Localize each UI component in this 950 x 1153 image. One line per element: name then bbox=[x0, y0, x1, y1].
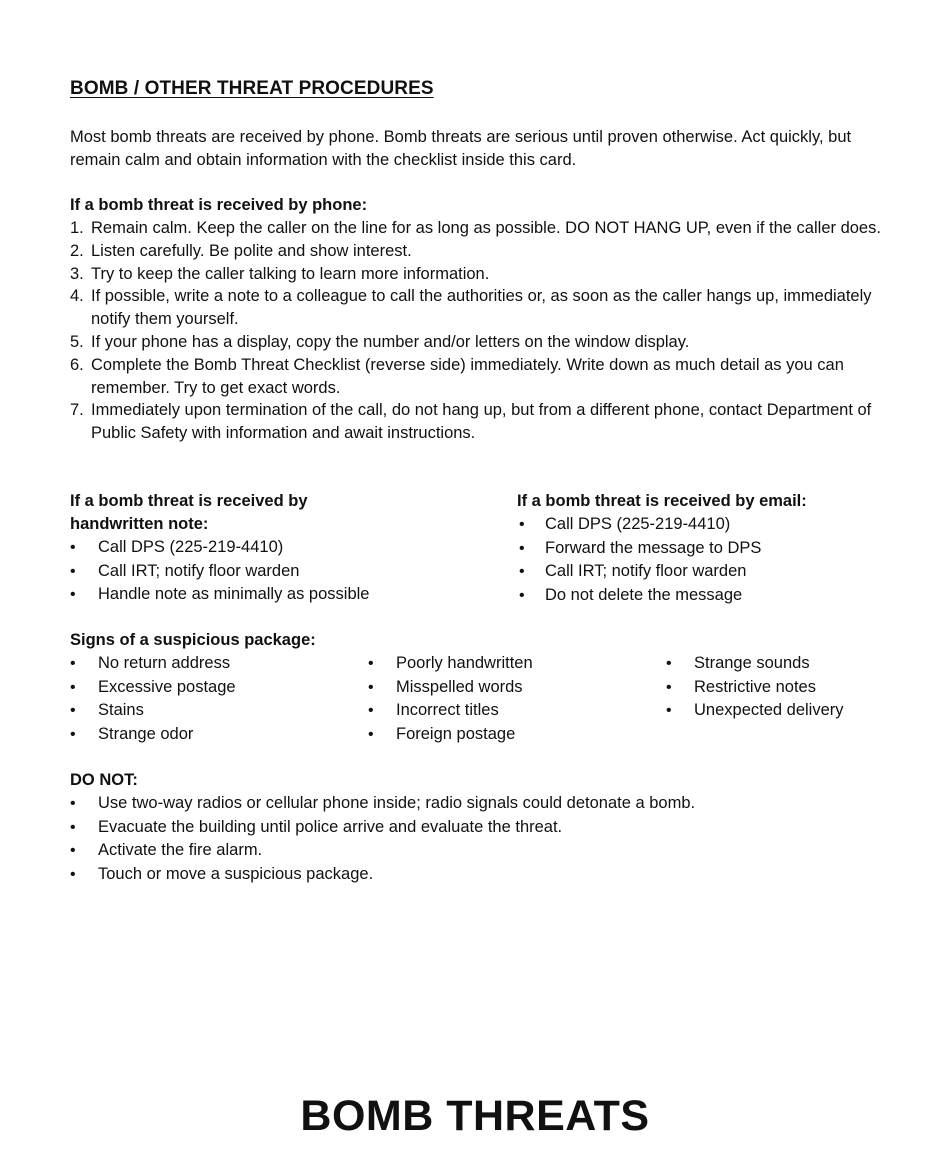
package-list-col3 bbox=[666, 652, 844, 723]
package-heading: Signs of a suspicious package: bbox=[70, 631, 316, 649]
step-text: Immediately upon termination of the call, do not hang up, but from a different phone, contact Department of Public Safety with information and await instructions. bbox=[91, 401, 872, 443]
bullet-icon: • bbox=[368, 725, 374, 743]
list-item bbox=[70, 240, 900, 263]
bullet-icon: • bbox=[70, 865, 76, 883]
item-text: Touch or move a suspicious package. bbox=[98, 864, 374, 883]
bullet-icon: • bbox=[368, 702, 374, 719]
list-item bbox=[70, 839, 900, 863]
step-number: 7. bbox=[70, 401, 84, 420]
bullet-icon: • bbox=[70, 539, 76, 556]
bullet-icon: • bbox=[519, 563, 525, 580]
bullet-icon: • bbox=[70, 702, 76, 719]
step-text: Listen carefully. Be polite and show interest. bbox=[91, 241, 412, 260]
list-item bbox=[517, 584, 900, 608]
handwritten-list bbox=[70, 536, 470, 607]
package-list-col1 bbox=[70, 652, 236, 746]
bullet-icon: • bbox=[70, 818, 76, 836]
step-text: If possible, write a note to a colleague to call the authorities or, as soon as the caller hangs up, immediately notify them yourself. bbox=[91, 287, 872, 329]
step-text: Try to keep the caller talking to learn more information. bbox=[91, 264, 490, 283]
bullet-icon: • bbox=[368, 655, 374, 672]
step-text: Complete the Bomb Threat Checklist (reverse side) immediately. Write down as much detail as you can remember. Try to get exact words. bbox=[91, 355, 844, 397]
list-item bbox=[70, 263, 900, 286]
item-text: Use two-way radios or cellular phone inside; radio signals could detonate a bomb. bbox=[98, 794, 696, 812]
list-item bbox=[70, 699, 236, 723]
list-item bbox=[70, 354, 900, 400]
bullet-icon: • bbox=[519, 516, 525, 533]
step-number: 1. bbox=[70, 219, 84, 237]
list-item bbox=[70, 536, 470, 560]
suspicious-package-section bbox=[70, 629, 900, 752]
list-item bbox=[70, 652, 236, 676]
step-number: 5. bbox=[70, 332, 84, 351]
list-item bbox=[70, 285, 900, 331]
list-item bbox=[70, 399, 900, 445]
list-item bbox=[70, 217, 900, 240]
item-text: Evacuate the building until police arrive and evaluate the threat. bbox=[98, 817, 563, 836]
email-threat-section bbox=[517, 490, 900, 607]
item-text: Call IRT; notify floor warden bbox=[545, 562, 747, 580]
bullet-icon: • bbox=[70, 586, 76, 603]
item-text: Foreign postage bbox=[396, 724, 516, 743]
email-heading: If a bomb threat is received by email: bbox=[517, 492, 807, 510]
list-item bbox=[666, 676, 844, 700]
bullet-icon: • bbox=[666, 655, 672, 672]
list-item bbox=[517, 560, 900, 584]
list-item bbox=[70, 331, 900, 354]
bullet-icon: • bbox=[70, 678, 76, 696]
list-item bbox=[666, 699, 844, 723]
list-item bbox=[70, 863, 900, 887]
item-text: Restrictive notes bbox=[694, 677, 816, 696]
bullet-icon: • bbox=[70, 795, 76, 812]
bullet-icon: • bbox=[70, 655, 76, 672]
intro-paragraph: Most bomb threats are received by phone. Bomb threats are serious until proven otherwise. Act quickly, but remain calm and obtain information with the checklist inside this card. bbox=[70, 128, 852, 169]
step-text: Remain calm. Keep the caller on the line for as long as possible. DO NOT HANG UP, even if the caller does. bbox=[91, 219, 881, 237]
phone-threat-heading: If a bomb threat is received by phone: bbox=[70, 196, 368, 214]
item-text: Do not delete the message bbox=[545, 585, 743, 604]
list-item bbox=[368, 676, 533, 700]
footer-title: BOMB THREATS bbox=[300, 1092, 650, 1140]
item-text: Call DPS (225-219-4410) bbox=[545, 515, 731, 533]
phone-steps-list bbox=[70, 217, 900, 445]
item-text: Activate the fire alarm. bbox=[98, 841, 263, 859]
item-text: Strange odor bbox=[98, 724, 194, 743]
bullet-icon: • bbox=[519, 586, 525, 604]
list-item bbox=[666, 652, 844, 676]
step-number: 2. bbox=[70, 241, 84, 260]
list-item bbox=[517, 537, 900, 561]
list-item bbox=[368, 699, 533, 723]
list-item bbox=[70, 816, 900, 840]
item-text: Handle note as minimally as possible bbox=[98, 585, 370, 603]
item-text: Call IRT; notify floor warden bbox=[98, 561, 300, 580]
item-text: Call DPS (225-219-4410) bbox=[98, 538, 284, 556]
handwritten-heading-line1: If a bomb threat is received by bbox=[70, 492, 308, 510]
bullet-icon: • bbox=[70, 842, 76, 859]
bullet-icon: • bbox=[70, 725, 76, 743]
document-page bbox=[70, 0, 900, 1153]
package-columns bbox=[70, 652, 900, 752]
bullet-icon: • bbox=[666, 678, 672, 696]
bullet-icon: • bbox=[519, 539, 525, 557]
item-text: Excessive postage bbox=[98, 677, 236, 696]
do-not-list bbox=[70, 792, 900, 886]
list-item bbox=[70, 676, 236, 700]
list-item bbox=[70, 560, 470, 584]
step-number: 3. bbox=[70, 264, 84, 283]
item-text: Forward the message to DPS bbox=[545, 538, 762, 557]
do-not-section bbox=[70, 769, 900, 886]
item-text: Unexpected delivery bbox=[694, 701, 844, 719]
package-list-col2 bbox=[368, 652, 533, 746]
handwritten-heading-line2: handwritten note: bbox=[70, 515, 209, 533]
step-text: If your phone has a display, copy the number and/or letters on the window display. bbox=[91, 332, 690, 351]
item-text: Strange sounds bbox=[694, 654, 810, 672]
list-item bbox=[517, 513, 900, 537]
list-item bbox=[70, 583, 470, 607]
do-not-heading: DO NOT: bbox=[70, 771, 138, 789]
step-number: 4. bbox=[70, 287, 84, 306]
email-list bbox=[517, 513, 900, 607]
item-text: No return address bbox=[98, 654, 231, 672]
handwritten-note-section bbox=[70, 490, 470, 607]
bullet-icon: • bbox=[666, 702, 672, 719]
item-text: Poorly handwritten bbox=[396, 654, 533, 672]
phone-threat-section bbox=[70, 194, 900, 445]
item-text: Stains bbox=[98, 701, 144, 719]
page-title: BOMB / OTHER THREAT PROCEDURES bbox=[70, 78, 434, 99]
bullet-icon: • bbox=[368, 678, 374, 696]
list-item bbox=[368, 723, 533, 747]
list-item bbox=[70, 792, 900, 816]
step-number: 6. bbox=[70, 355, 84, 374]
item-text: Misspelled words bbox=[396, 677, 523, 696]
bullet-icon: • bbox=[70, 562, 76, 580]
item-text: Incorrect titles bbox=[396, 701, 499, 719]
list-item bbox=[70, 723, 236, 747]
list-item bbox=[368, 652, 533, 676]
